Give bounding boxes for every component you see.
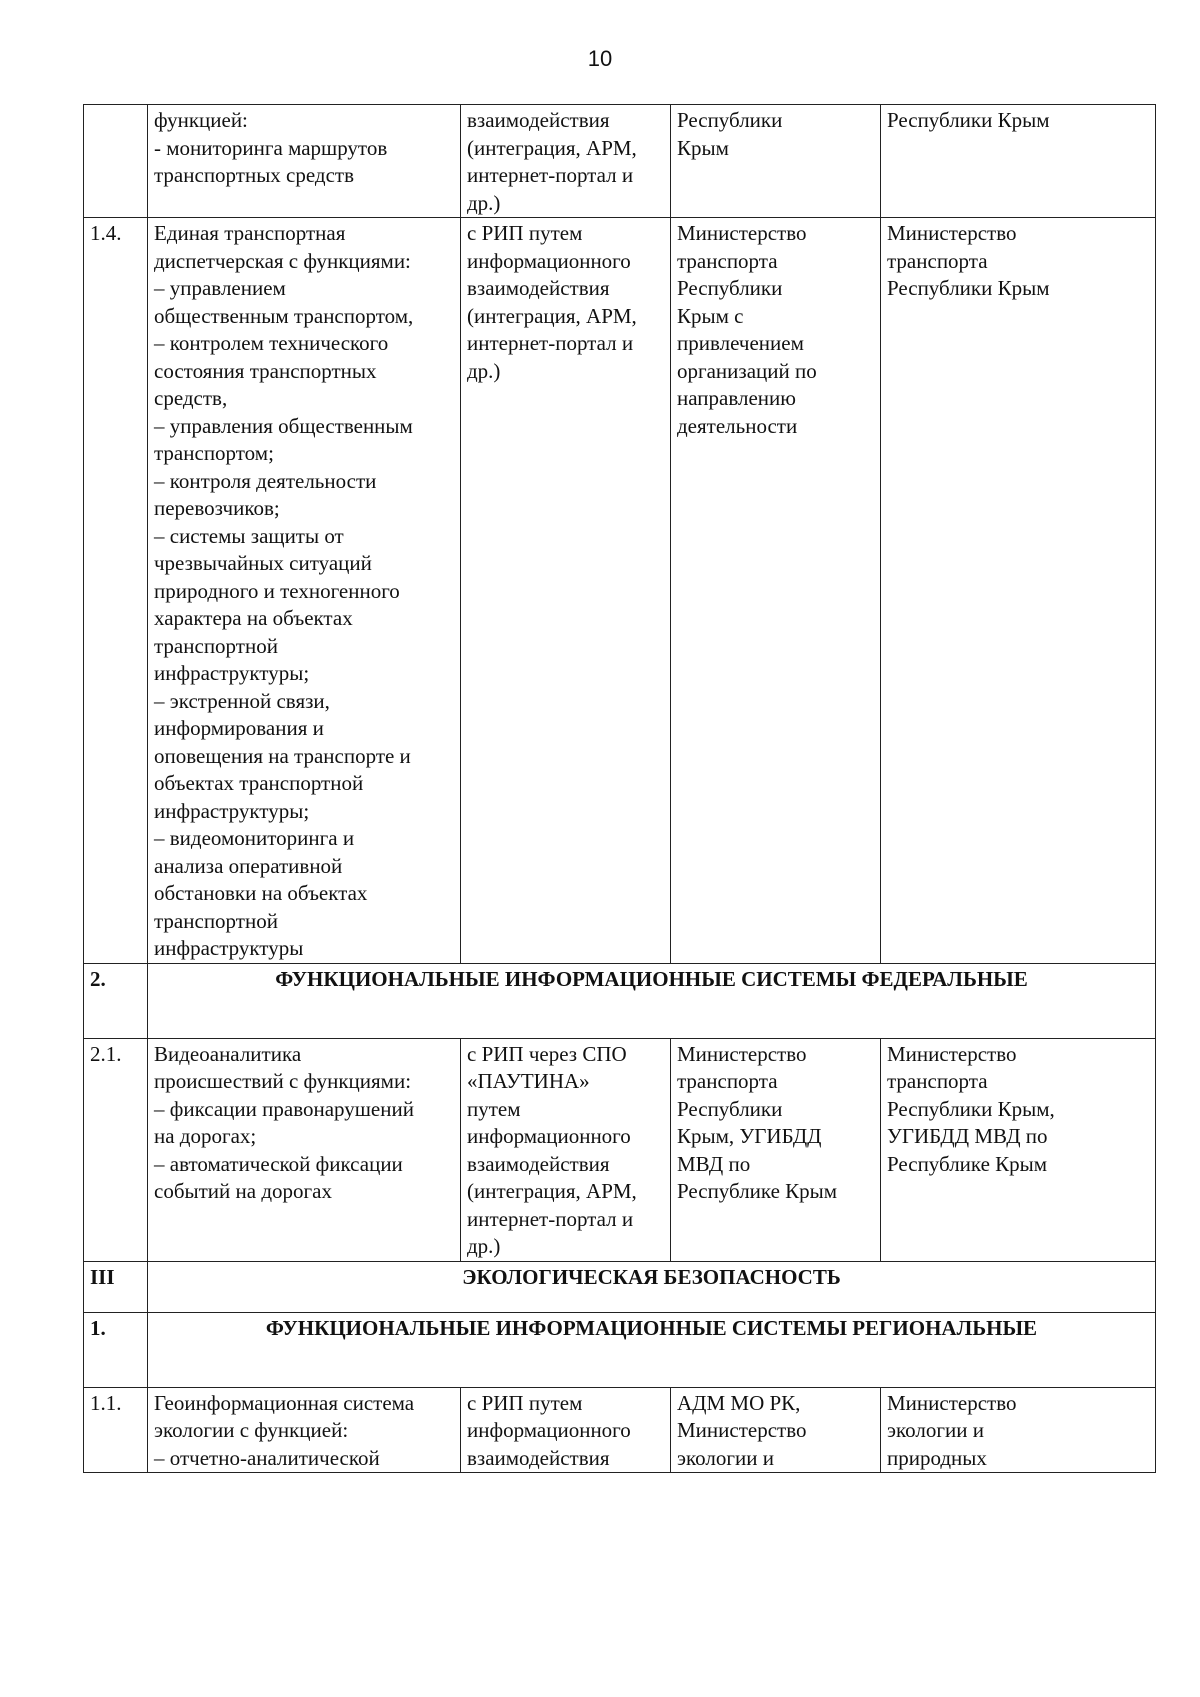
cell-text-line: – видеомониторинга и: [154, 826, 355, 850]
cell-text-line: – автоматической фиксации: [154, 1151, 403, 1176]
cell-text-line: экологии и: [677, 1445, 774, 1470]
cell-text-line: информационного: [467, 1418, 631, 1442]
cell-text-line: др.): [467, 190, 501, 215]
cell-text-line: транспорта: [887, 248, 988, 273]
section-title: ЭКОЛОГИЧЕСКАЯ БЕЗОПАСНОСТЬ: [148, 1261, 1156, 1312]
section-row: [84, 1312, 1156, 1387]
responsible-cell: [881, 1387, 1156, 1473]
system-name-cell: [148, 218, 461, 964]
cell-text-line: – фиксации правонарушений: [154, 1096, 414, 1121]
section-number: 2.: [84, 963, 148, 1038]
cell-text-line: Министерство: [887, 1390, 1017, 1415]
cell-text-line: взаимодействия: [467, 276, 610, 300]
system-name-cell: [148, 1387, 461, 1473]
cell-text-line: – отчетно-аналитической: [154, 1445, 380, 1470]
cell-text-line: Республики: [677, 108, 783, 132]
cell-text-line: Геоинформационная система: [154, 1390, 415, 1415]
cell-text-line: организаций по: [677, 358, 817, 383]
section-number: 1.: [84, 1312, 148, 1387]
section-row: [84, 963, 1156, 1038]
cell-text-line: Крым: [677, 135, 729, 160]
cell-text-line: инфраструктуры: [154, 936, 304, 960]
cell-text-line: с РИП путем: [467, 1390, 583, 1415]
cell-text-line: экологии и: [887, 1418, 984, 1442]
systems-table: [83, 104, 1156, 1473]
executor-cell: [671, 218, 881, 964]
cell-text-line: транспорта: [887, 1069, 988, 1093]
cell-text-line: Крым с: [677, 303, 744, 328]
cell-text-line: инфраструктуры;: [154, 798, 310, 823]
cell-text-line: направлению: [677, 386, 796, 410]
cell-text-line: др.): [467, 1234, 501, 1258]
integration-method-cell: [461, 105, 671, 218]
cell-text-line: Республике Крым: [887, 1151, 1048, 1176]
cell-text-line: чрезвычайных ситуаций: [154, 551, 372, 575]
cell-text-line: АДМ МО РК,: [677, 1390, 801, 1415]
executor-cell: [671, 105, 881, 218]
cell-text-line: Министерство: [887, 221, 1017, 245]
cell-text-line: интернет-портал и: [467, 163, 634, 187]
cell-text-line: привлечением: [677, 331, 804, 355]
cell-text-line: транспортной: [154, 633, 278, 658]
section-row: [84, 1261, 1156, 1312]
cell-text-line: перевозчиков;: [154, 496, 280, 520]
table-row: [84, 218, 1156, 964]
cell-text-line: интернет-портал и: [467, 1206, 634, 1231]
cell-text-line: деятельности: [677, 413, 798, 438]
cell-text-line: средств,: [154, 386, 228, 410]
cell-text-line: Республики: [677, 1096, 783, 1121]
responsible-cell: [881, 218, 1156, 964]
cell-text-line: характера на объектах: [154, 606, 353, 630]
cell-text-line: Министерство: [677, 1041, 807, 1066]
cell-text-line: Республики Крым,: [887, 1096, 1055, 1121]
cell-text-line: (интеграция, АРМ,: [467, 135, 637, 160]
cell-text-line: Республике Крым: [677, 1179, 838, 1203]
cell-text-line: др.): [467, 358, 501, 383]
cell-text-line: взаимодействия: [467, 1151, 610, 1176]
cell-text-line: информирования и: [154, 716, 324, 740]
cell-text-line: состояния транспортных: [154, 358, 377, 383]
cell-text-line: транспортом;: [154, 441, 274, 465]
cell-text-line: УГИБДД МВД по: [887, 1124, 1048, 1148]
row-number: 2.1.: [84, 1038, 148, 1261]
responsible-cell: [881, 1038, 1156, 1261]
cell-text-line: (интеграция, АРМ,: [467, 303, 637, 328]
section-title: ФУНКЦИОНАЛЬНЫЕ ИНФОРМАЦИОННЫЕ СИСТЕМЫ РЕГИОНАЛЬНЫЕ: [148, 1312, 1156, 1387]
table-row: [84, 105, 1156, 218]
cell-text-line: путем: [467, 1096, 521, 1121]
integration-method-cell: [461, 1387, 671, 1473]
cell-text-line: объектах транспортной: [154, 771, 364, 795]
cell-text-line: Единая транспортная: [154, 221, 346, 245]
cell-text-line: природного и техногенного: [154, 578, 400, 603]
cell-text-line: транспортных средств: [154, 163, 355, 187]
cell-text-line: – контроля деятельности: [154, 468, 377, 493]
cell-text-line: диспетчерская с функциями:: [154, 248, 411, 273]
cell-text-line: (интеграция, АРМ,: [467, 1179, 637, 1203]
cell-text-line: информационного: [467, 248, 631, 273]
row-number: 1.4.: [84, 218, 148, 964]
responsible-cell: [881, 105, 1156, 218]
cell-text-line: – системы защиты от: [154, 523, 344, 548]
cell-text-line: интернет-портал и: [467, 331, 634, 355]
cell-text-line: функцией:: [154, 108, 248, 132]
cell-text-line: Республики Крым: [887, 276, 1050, 300]
cell-text-line: Министерство: [887, 1041, 1017, 1066]
cell-text-line: – контролем технического: [154, 331, 389, 355]
integration-method-cell: [461, 1038, 671, 1261]
cell-text-line: транспортной: [154, 908, 278, 933]
table-row: [84, 1038, 1156, 1261]
page-number: 10: [587, 46, 613, 71]
cell-text-line: взаимодействия: [467, 108, 610, 132]
cell-text-line: обстановки на объектах: [154, 881, 368, 905]
integration-method-cell: [461, 218, 671, 964]
cell-text-line: с РИП путем: [467, 221, 583, 245]
system-name-cell: [148, 105, 461, 218]
cell-text-line: информационного: [467, 1124, 631, 1148]
cell-text-line: – управлением: [154, 276, 286, 300]
executor-cell: [671, 1387, 881, 1473]
cell-text-line: на дорогах;: [154, 1124, 257, 1148]
cell-text-line: Республики: [677, 276, 783, 300]
cell-text-line: происшествий с функциями:: [154, 1069, 412, 1093]
cell-text-line: с РИП через СПО: [467, 1041, 627, 1066]
cell-text-line: – экстренной связи,: [154, 688, 330, 713]
row-number: 1.1.: [84, 1387, 148, 1473]
cell-text-line: МВД по: [677, 1151, 751, 1176]
section-title: ФУНКЦИОНАЛЬНЫЕ ИНФОРМАЦИОННЫЕ СИСТЕМЫ ФЕДЕРАЛЬНЫЕ: [148, 963, 1156, 1038]
cell-text-line: анализа оперативной: [154, 853, 343, 878]
row-number: [84, 105, 148, 218]
cell-text-line: Министерство: [677, 221, 807, 245]
section-number: III: [84, 1261, 148, 1312]
table-row: [84, 1387, 1156, 1473]
cell-text-line: оповещения на транспорте и: [154, 743, 411, 768]
cell-text-line: транспорта: [677, 1069, 778, 1093]
cell-text-line: взаимодействия: [467, 1445, 610, 1470]
cell-text-line: общественным транспортом,: [154, 303, 414, 328]
cell-text-line: Крым, УГИБДД: [677, 1124, 822, 1148]
cell-text-line: Министерство: [677, 1418, 807, 1442]
cell-text-line: экологии с функцией:: [154, 1418, 349, 1442]
cell-text-line: транспорта: [677, 248, 778, 273]
cell-text-line: Республики Крым: [887, 108, 1050, 132]
cell-text-line: «ПАУТИНА»: [467, 1069, 590, 1093]
cell-text-line: инфраструктуры;: [154, 661, 310, 685]
cell-text-line: - мониторинга маршрутов: [154, 135, 388, 160]
executor-cell: [671, 1038, 881, 1261]
cell-text-line: – управления общественным: [154, 413, 413, 438]
cell-text-line: событий на дорогах: [154, 1179, 332, 1203]
cell-text-line: Видеоаналитика: [154, 1041, 302, 1066]
system-name-cell: [148, 1038, 461, 1261]
cell-text-line: природных: [887, 1445, 987, 1470]
